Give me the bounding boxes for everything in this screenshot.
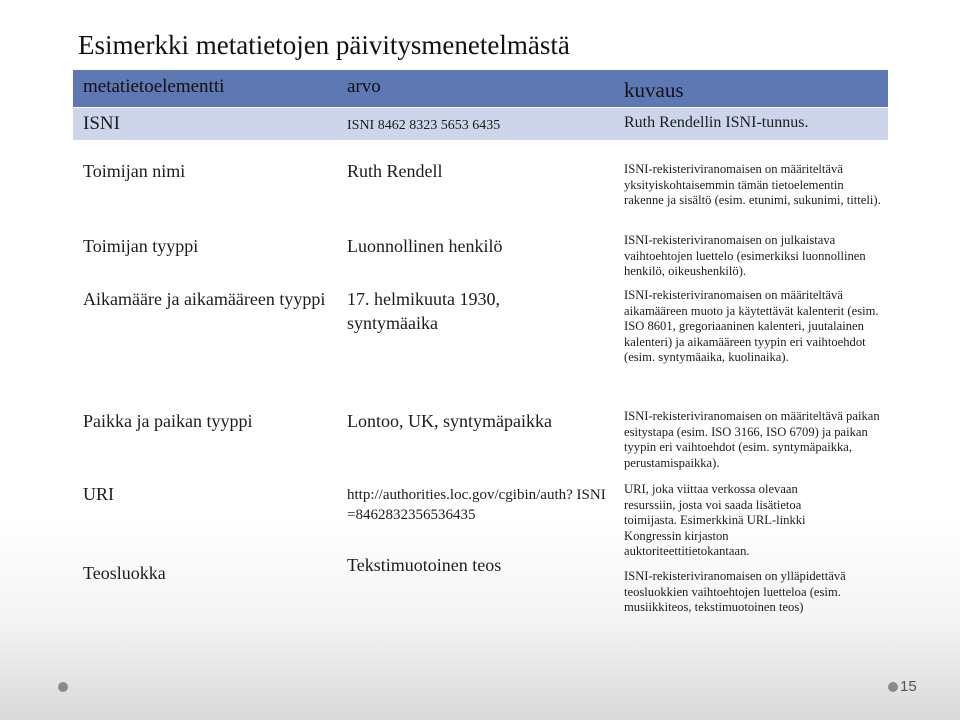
cell-value: ISNI 8462 8323 5653 6435 xyxy=(347,118,501,133)
right-decoration-dot xyxy=(888,682,898,692)
table-row xyxy=(73,211,888,279)
cell-description: ISNI-rekisteriviranomaisen on ylläpidettävä teosluokkien vaihtoehtojen luetteloa (esim. musiikkiteos, tekstimuotoinen teos) xyxy=(624,569,846,615)
cell-value: Lontoo, UK, syntymäpaikka xyxy=(347,411,552,431)
header-description: kuvaus xyxy=(624,78,684,102)
cell-element: ISNI xyxy=(83,113,120,134)
table-row xyxy=(73,140,888,211)
table-row xyxy=(73,473,888,559)
cell-description: ISNI-rekisteriviranomaisen on julkaistava vaihtoehtojen luettelo (esimerkiksi luonnollinen henkilö, oikeushenkilö). xyxy=(624,233,866,279)
header-element: metatietoelementti xyxy=(83,76,225,97)
cell-value: Luonnollinen henkilö xyxy=(347,236,503,256)
slide-title: Esimerkki metatietojen päivitysmenetelmästä xyxy=(78,30,570,60)
cell-element: Aikamääre ja aikamääreen tyyppi xyxy=(83,289,326,309)
cell-description: ISNI-rekisteriviranomaisen on määriteltävä aikamääreen muoto ja käytettävät kalenterit (esim. ISO 8601, gregoriaaninen kalenteri, juutalainen kalenteri) ja aikamääreen tyypin eri vaihtoehdot (esim. syntymäaika, kuolinaika). xyxy=(624,288,879,365)
page-number: 15 xyxy=(900,678,917,695)
cell-element: Paikka ja paikan tyyppi xyxy=(83,411,253,431)
cell-element: Toimijan tyyppi xyxy=(83,236,199,256)
cell-value: Ruth Rendell xyxy=(347,161,443,181)
header-value: arvo xyxy=(347,76,381,97)
table-row xyxy=(73,553,888,613)
cell-value: 17. helmikuuta 1930, syntymäaika xyxy=(347,289,500,333)
cell-element: Toimijan nimi xyxy=(83,161,186,181)
table-row xyxy=(73,271,888,389)
table-row xyxy=(73,108,888,140)
cell-description: ISNI-rekisteriviranomaisen on määriteltävä yksityiskohtaisemmin tämän tietoelementin rakenne ja sisältö (esim. etunimi, sukunimi, titteli). xyxy=(624,162,881,208)
cell-description: Ruth Rendellin ISNI-tunnus. xyxy=(624,114,809,131)
table-header xyxy=(73,70,888,108)
cell-element: Teosluokka xyxy=(83,563,166,583)
left-decoration-dot xyxy=(58,682,68,692)
cell-value: Tekstimuotoinen teos xyxy=(347,555,502,575)
cell-value: http://authorities.loc.gov/cgibin/auth? ISNI=8462832356536435 xyxy=(347,487,606,523)
table-row xyxy=(73,389,888,473)
cell-description: URI, joka viittaa verkossa olevaan resurssiin, josta voi saada lisätietoa toimijasta. Esimerkkinä URL-linkki Kongressin kirjaston auktoriteettitietokantaan. xyxy=(624,482,806,559)
cell-element: URI xyxy=(83,484,114,504)
cell-description: ISNI-rekisteriviranomaisen on määriteltävä paikan esitystapa (esim. ISO 3166, ISO 6709) ja paikan tyypin eri vaihtoehdot (esim. syntymäpaikka, perustamispaikka). xyxy=(624,409,880,470)
metadata-table xyxy=(73,70,888,613)
